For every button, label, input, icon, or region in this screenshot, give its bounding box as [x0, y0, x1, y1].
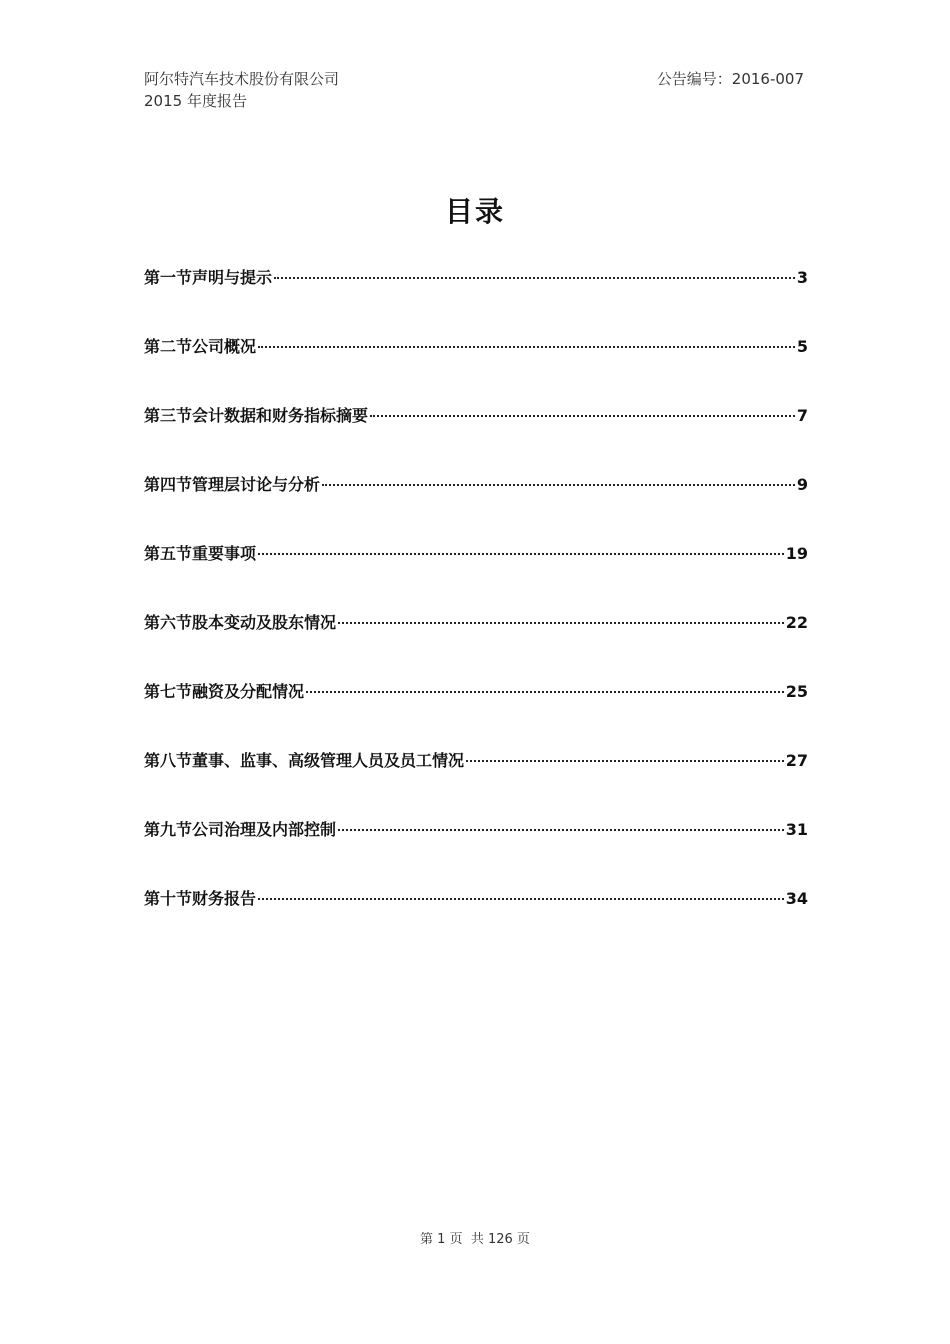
- toc-leader-dots: [338, 829, 784, 831]
- page-header-left: [144, 68, 339, 112]
- page-footer: [0, 1228, 950, 1247]
- toc-entry-page: 9: [796, 475, 808, 494]
- page-header-right: [657, 68, 804, 90]
- toc-entry[interactable]: [144, 335, 808, 404]
- toc-leader-dots: [466, 760, 784, 762]
- toc-entry[interactable]: [144, 887, 808, 956]
- toc-entry-page: 3: [796, 268, 808, 287]
- toc-leader-dots: [322, 484, 795, 486]
- toc-entry-label: 第九节公司治理及内部控制: [144, 820, 337, 839]
- page-number: 第 1 页 共 126 页: [420, 1232, 530, 1247]
- toc-leader-dots: [370, 415, 795, 417]
- toc-entry-page: 22: [785, 613, 808, 632]
- toc-entry[interactable]: [144, 749, 808, 818]
- toc-entry-label: 第八节董事、监事、高级管理人员及员工情况: [144, 751, 465, 770]
- toc-entry[interactable]: [144, 818, 808, 887]
- toc-entry[interactable]: [144, 542, 808, 611]
- toc-entry-label: 第十节财务报告: [144, 889, 257, 908]
- company-name: 阿尔特汽车技术股份有限公司: [144, 70, 340, 88]
- toc-entry-page: 19: [785, 544, 808, 563]
- toc-leader-dots: [258, 898, 784, 900]
- table-of-contents: [144, 266, 808, 956]
- toc-entry-label: 第六节股本变动及股东情况: [144, 613, 337, 632]
- toc-leader-dots: [258, 346, 795, 348]
- toc-entry[interactable]: [144, 404, 808, 473]
- announcement-number: 公告编号：2016-007: [656, 70, 804, 88]
- toc-entry-label: 第一节声明与提示: [144, 268, 273, 287]
- toc-leader-dots: [274, 277, 795, 279]
- toc-entry[interactable]: [144, 266, 808, 335]
- toc-leader-dots: [258, 553, 784, 555]
- toc-entry-label: 第四节管理层讨论与分析: [144, 475, 321, 494]
- toc-entry-label: 第七节融资及分配情况: [144, 682, 305, 701]
- toc-entry-page: 5: [796, 337, 808, 356]
- toc-title: 目录: [444, 195, 505, 228]
- toc-entry-page: 27: [785, 751, 808, 770]
- toc-entry[interactable]: [144, 473, 808, 542]
- toc-entry-label: 第五节重要事项: [144, 544, 257, 563]
- toc-leader-dots: [338, 622, 784, 624]
- toc-entry[interactable]: [144, 680, 808, 749]
- toc-entry-label: 第二节公司概况: [144, 337, 257, 356]
- toc-entry[interactable]: [144, 611, 808, 680]
- toc-entry-page: 7: [796, 406, 808, 425]
- toc-leader-dots: [306, 691, 784, 693]
- toc-entry-page: 25: [785, 682, 808, 701]
- toc-entry-label: 第三节会计数据和财务指标摘要: [144, 406, 369, 425]
- toc-entry-page: 31: [785, 820, 808, 839]
- toc-entry-page: 34: [785, 889, 808, 908]
- report-title: 2015 年度报告: [144, 92, 247, 110]
